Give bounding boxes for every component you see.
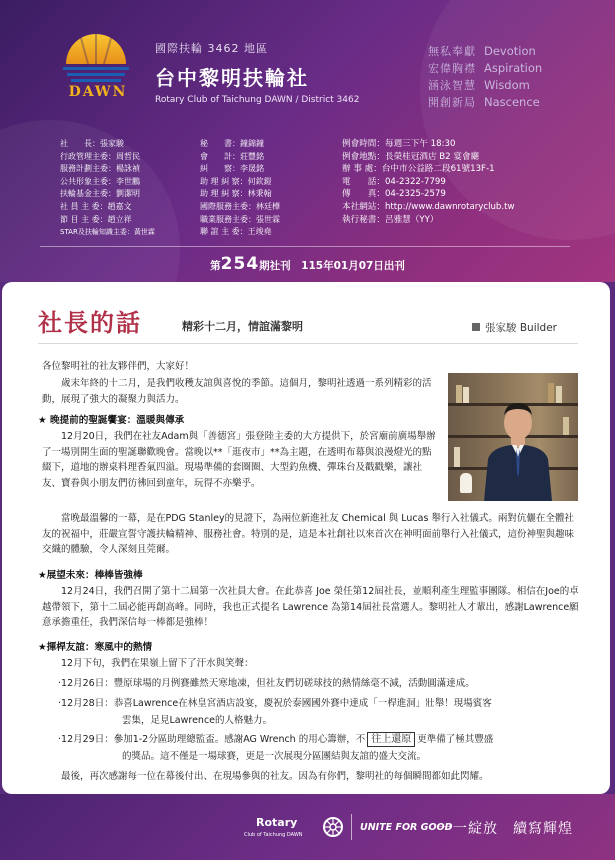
phone: 電 話：04-2322-7799 [342,176,446,187]
fax: 傳 真：04-2325-2579 [342,189,446,200]
greeting: 各位黎明社的社友夥伴們，大家好！ [42,361,195,372]
section-heading: ★ 晚提前的聖誕饗宴：溫暖與傳承 [38,415,185,426]
list-item: ‧12月28日：恭喜Lawrence在林皇宮酒店設宴，慶祝於泰國國外賽中達成「一桿進洞」壯舉！現場賓客 [58,698,492,709]
person-figure-icon [478,393,558,501]
website-link[interactable]: 本社網站：http://www.dawnrotaryclub.tw [342,201,515,212]
section1-paragraph: 12月20日，我們在社友Adam與「善德宮」張登陸主委的大方提供下，於宮廟前廣場舉辦了一場別開生面的聖誕聯歡晚會。當晚以**「逛夜市」**為主題，在透明布幕與浪漫燈光的點綴下，道地的辦桌料理香氣四溢。現場準備的套圈圈、大型釣魚機、彈珠台及戳戳樂，讓社友、寶眷與小朋友們彷彿回到童年，玩得不亦樂乎。 [42,431,436,489]
logo-text: DAWN [68,84,128,100]
issue-date: 期社刊 115年01月07日出刊 [259,260,405,272]
club-name: 台中黎明扶輪社 [155,66,309,90]
issue-line [0,254,615,274]
motto-item: 涵泳智慧 Wisdom [428,78,530,92]
issue-number: 254 [220,254,260,274]
section3-intro: 12月下旬，我們在果嶺上留下了汗水與笑聲： [61,658,254,669]
intro-paragraph: 歲末年終的十二月，是我們收穫友誼與喜悅的季節。這個月，黎明社透過一系列精彩的活動，展現了強大的凝聚力與活力。 [42,378,432,405]
closing-paragraph: 最後，再次感謝每一位在幕後付出、在現場參與的社友。因為有你們，黎明社的每個瞬間都如此閃耀。 [61,771,489,782]
officer-row: STAR及扶輪知識主委：黃世霖 [60,228,155,237]
motto-item: 宏偉胸襟 Aspiration [428,61,543,75]
motto-item: 無私奉獻 Devotion [428,44,536,58]
article-subtitle: 精彩十二月，情誼滿黎明 [182,320,303,333]
unite-for-good: UNITE FOR GOOD [360,822,453,833]
list-item: ‧12月26日：豐原球場的月例賽雖然天寒地凍，但社友們切磋球技的熱情絲毫不減，活動圓滿達成。 [58,678,475,689]
motto-item: 開創新局 Nascence [428,95,540,109]
officer-row: 扶輪基金主委：劉潔明 [60,189,140,199]
executive-secretary: 執行秘書：呂雅慧（YY） [342,214,439,225]
section-heading: ★揮桿友誼：寒風中的熱情 [38,642,153,653]
footer-divider [351,814,352,840]
officer-row: 會 計：莊豐銘 [200,151,264,161]
president-photo [448,373,578,501]
motto-list [428,43,542,111]
newsletter-header [0,0,615,282]
office-address: 辦 事 處：台中市公益路二段61號13F-1 [342,164,495,175]
section2-paragraph: 12月24日，我們召開了第十二屆第一次社員大會。在此恭喜 Joe 榮任第12屆社長，並順利產生理監事團隊。相信在Joe的卓越帶領下，第十二屆必能再創高峰。同時，我也正式提名 Lawrence 為第14屆社長當選人。黎明社人才輩出，感謝Lawrence願意承擔重任，我們深信每一棒都是強棒！ [42,586,579,628]
list-item-continued: 雲集，足見Lawrence的人格魅力。 [122,715,273,726]
officer-row: 節 目 主 委：趙立祥 [60,214,132,224]
rotary-wordmark: Rotary [256,816,298,829]
title-divider [38,343,578,344]
officer-row: 社 員 主 委：趙嘉文 [60,201,132,211]
footer-slogan: 一一綻放 續寫輝煌 [438,821,573,837]
list-item: ‧12月29日：參加1-2分區助理總監盃。感謝AG Wrench 的用心籌辦，不 往上還原 更準備了極其豐盛 [58,734,494,745]
issue-prefix: 第 [210,260,221,272]
club-info-column [342,138,515,226]
officer-row: 秘 書：鐘錦鐘 [200,139,264,148]
meeting-place: 例會地點：長榮桂冠酒店 B2 宴會廳 [342,151,480,162]
dawn-logo-icon [55,26,137,118]
rotary-club-label: Club of Taichung DAWN [244,832,303,838]
section1-paragraph: 當晚最溫馨的一幕，是在PDG Stanley的見證下，為兩位新進社友 Chemical 與 Lucas 舉行入社儀式。兩對伉儷在全體社友的祝福中，莊嚴宣誓守護扶輪精神、服務社會。特別的是，這是本社創社以來首次在神明面前舉行入社儀式，這份神聖與趣味交織的體驗，令人深刻且莞爾。 [42,513,575,555]
article-panel [2,282,610,794]
officer-row: 社 長：張家駿 [60,139,124,148]
officer-row: 糾 察：李晟銘 [200,164,264,174]
officer-row: 聯 誼 主 委：王竣堯 [200,227,272,237]
officer-row: 助 理 糾 察：何欽鎧 [200,176,272,186]
officer-row: 公共形象主委：李世鵬 [60,176,140,186]
square-bullet-icon [472,323,480,331]
newsletter-footer [0,794,615,860]
list-item-continued: 的獎品。這不僅是一場球賽，更是一次展現分區團結與友誼的盛大交流。 [122,751,427,762]
officers-column-1 [60,138,155,239]
officer-row: 助 理 糾 察：林秉翰 [200,189,272,199]
officer-row: 國際服務主委：林廷樺 [200,201,280,211]
article-title: 社長的話 [38,308,142,337]
officer-row: 行政管理主委：周哲民 [60,151,140,161]
club-name-en: Rotary Club of Taichung DAWN / District 3462 [155,95,360,105]
meeting-time: 例會時間：每週三下午 18:30 [342,139,456,149]
section-heading: ★展望未來：棒棒皆強棒 [38,570,143,581]
officer-row: 服務計劃主委：楊詠禎 [60,164,140,174]
restore-up-tooltip: 往上還原 [367,732,415,747]
officer-row: 職業服務主委：張世霖 [200,214,280,224]
header-divider [40,246,570,247]
officers-column-2 [200,138,280,239]
rotary-wheel-icon [322,816,344,838]
district-label: 國際扶輪 3462 地區 [155,42,268,55]
article-author: 張家駿 Builder [472,320,557,335]
